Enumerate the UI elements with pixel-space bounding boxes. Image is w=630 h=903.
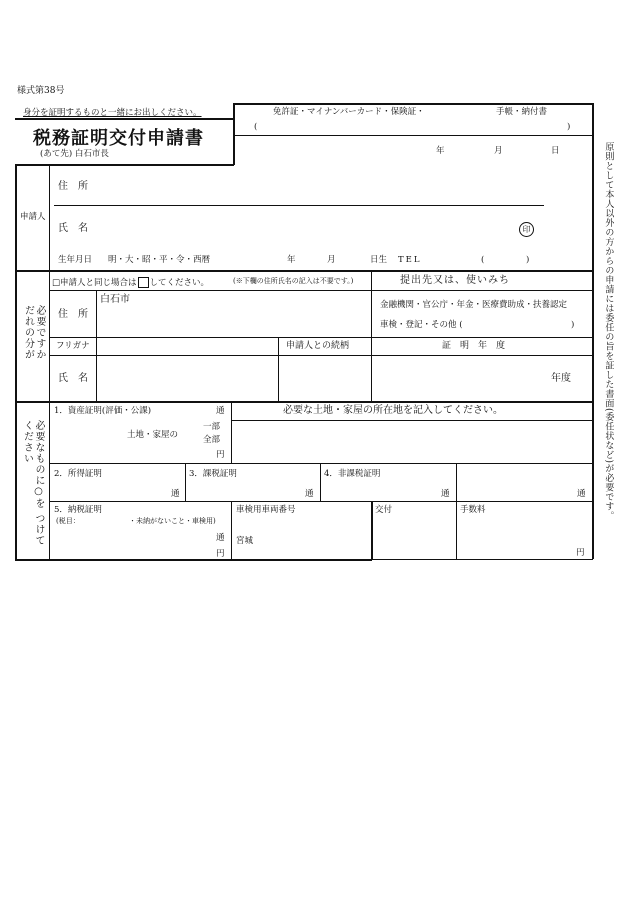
seal-icon: 印 <box>519 222 534 237</box>
purpose-line1[interactable]: 金融機関・官公庁・年金・医療費助成・扶養認定 <box>380 300 568 310</box>
tel-label: TEL <box>398 255 422 265</box>
tel-paren-open: ( <box>481 255 485 265</box>
extra-copies[interactable]: 通 <box>577 489 586 499</box>
target-name-label: 氏 名 <box>58 373 88 384</box>
purpose-line2[interactable]: 車検・登記・その他 ( <box>380 320 463 330</box>
id-docs-paren-open: ( <box>254 122 258 132</box>
cert-year-unit[interactable]: 年度 <box>551 373 571 384</box>
issue-label: 交付 <box>375 505 393 515</box>
income-cert-label[interactable]: 2．所得証明 <box>54 469 102 479</box>
applicant-name-label: 氏 名 <box>58 223 88 234</box>
purpose-header: 提出先又は、使いみち <box>400 275 510 286</box>
target-name-field[interactable] <box>100 360 275 398</box>
tax-paid-item-note: ・未納がないこと・車検用) <box>129 517 216 525</box>
needed-section-label: 必要なものに○を つけてください <box>21 420 44 547</box>
target-section-label: 必要ですか だれの分が <box>22 305 45 360</box>
tel-field[interactable] <box>488 250 524 266</box>
income-copies[interactable]: 通 <box>171 489 180 499</box>
id-docs-line-tail: 手帳・納付書 <box>496 107 548 117</box>
relation-label: 申請人との続柄 <box>286 341 350 351</box>
asset-copies[interactable]: 通 <box>216 406 225 416</box>
cert-year-label: 証 明 年 度 <box>442 341 506 351</box>
target-address-label: 住 所 <box>58 309 88 320</box>
date-month[interactable]: 月 <box>494 146 503 156</box>
asset-all[interactable]: 全部 <box>203 435 221 445</box>
birth-year[interactable]: 年 <box>287 255 296 265</box>
target-address-field[interactable]: 白石市 <box>100 294 130 305</box>
checkbox-icon[interactable] <box>138 277 149 288</box>
form-title: 税務証明交付申請書 <box>33 128 204 149</box>
tax-paid-yen: 円 <box>216 549 225 559</box>
id-docs-paren-close: ) <box>567 122 571 132</box>
tel-paren-close: ) <box>526 255 530 265</box>
asset-location-field[interactable] <box>236 424 588 460</box>
side-note: 原則として本人以外の方からの申請には委任の旨を証した書面(委任状など)が必要です。 <box>603 142 614 521</box>
birth-day[interactable]: 日生 <box>370 255 388 265</box>
birth-month[interactable]: 月 <box>327 255 336 265</box>
asset-cert-label[interactable]: 1．資産証明(評価・公課) <box>54 406 152 416</box>
tax-assess-copies[interactable]: 通 <box>305 489 314 499</box>
addressee: (あて先) 白石市長 <box>40 149 109 159</box>
applicant-name-field[interactable] <box>100 216 500 240</box>
tax-paid-copies[interactable]: 通 <box>216 533 225 543</box>
applicant-section-label: 申請人 <box>20 212 46 222</box>
fee-label: 手数料 <box>460 505 486 515</box>
tax-assess-cert-label[interactable]: 3．課税証明 <box>189 469 237 479</box>
purpose-line2-close: ) <box>571 320 575 330</box>
birth-eras[interactable]: 明・大・昭・平・令・西暦 <box>108 255 211 265</box>
applicant-address-field[interactable] <box>100 176 540 200</box>
furigana-field[interactable] <box>100 339 275 353</box>
applicant-address-label: 住 所 <box>58 181 88 192</box>
non-tax-copies[interactable]: 通 <box>441 489 450 499</box>
asset-location-note: 必要な土地・家屋の所在地を記入してください。 <box>283 405 503 416</box>
tax-paid-item-label[interactable]: (税目： <box>56 517 80 525</box>
asset-yen: 円 <box>216 450 225 460</box>
relation-field[interactable] <box>282 360 368 398</box>
date-day[interactable]: 日 <box>551 146 560 156</box>
same-note: (※下欄の住所氏名の記入は不要です。) <box>233 277 354 285</box>
date-year[interactable]: 年 <box>436 146 445 156</box>
same-as-applicant-label[interactable]: □申請人と同じ場合は してください。 <box>52 278 210 288</box>
vehicle-prefix[interactable]: 宮城 <box>236 536 254 546</box>
id-notice: 身分を証明するものと一緒にお出しください。 <box>23 108 202 118</box>
fee-yen: 円 <box>576 548 585 558</box>
birth-label: 生年月日 <box>58 255 93 265</box>
form-number: 様式第38号 <box>17 86 65 96</box>
tax-paid-cert-label[interactable]: 5．納税証明 <box>54 505 102 515</box>
id-docs-line: 免許証・マイナンバーカード・保険証・ <box>273 107 425 117</box>
non-tax-cert-label[interactable]: 4．非課税証明 <box>324 469 381 479</box>
vehicle-label: 車検用車両番号 <box>236 505 296 515</box>
asset-land-house: 土地・家屋の <box>127 430 179 440</box>
asset-part[interactable]: 一部 <box>203 422 221 432</box>
furigana-label: フリガナ <box>56 341 90 351</box>
